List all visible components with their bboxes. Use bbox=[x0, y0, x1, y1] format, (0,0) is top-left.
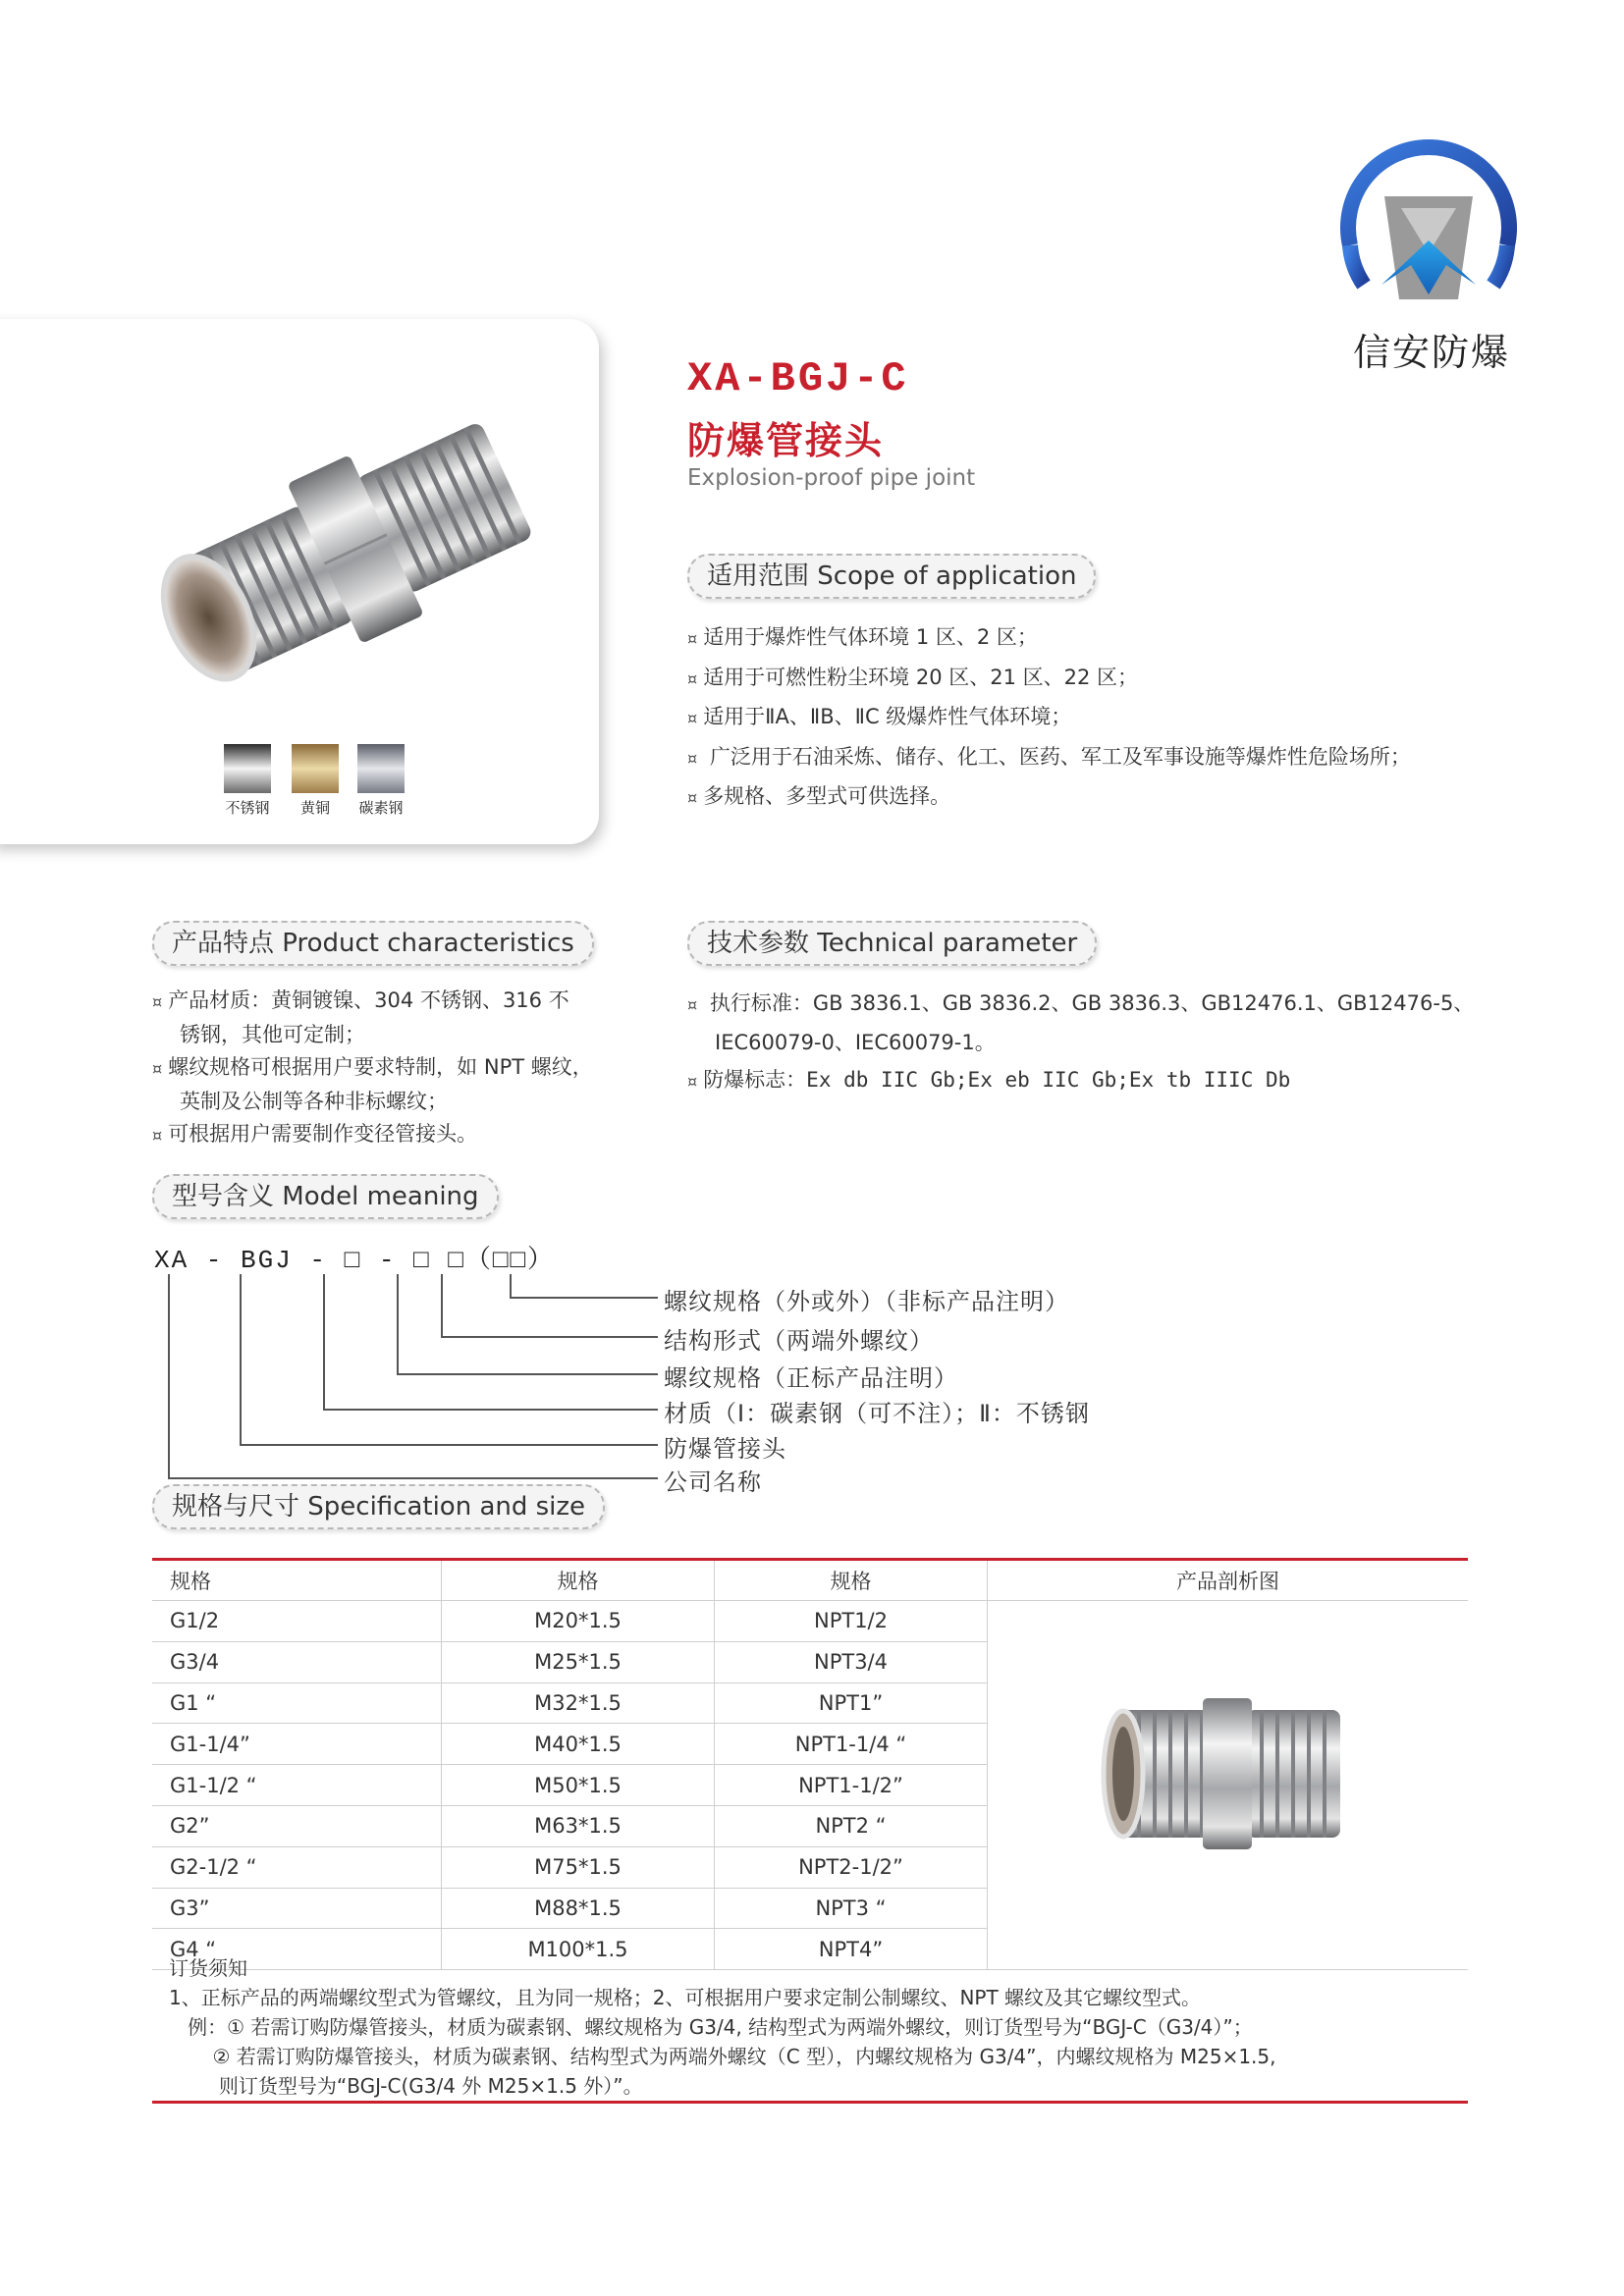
list-item: ¤ 防爆标志：Ex db IIC Gb;Ex eb IIC Gb;Ex tb IIIC Db bbox=[687, 1068, 1291, 1092]
list-item: ¤ 适用于ⅡA、ⅡB、ⅡC 级爆炸性气体环境； bbox=[687, 705, 1072, 728]
pipe-joint-section-image bbox=[1100, 1681, 1355, 1867]
swatch-carbon bbox=[357, 744, 405, 793]
table-cell: M88*1.5 bbox=[442, 1888, 715, 1929]
list-item-continuation: 英制及公制等各种非标螺纹； bbox=[180, 1089, 448, 1113]
list-item: ¤ 可根据用户需要制作变径管接头。 bbox=[152, 1122, 478, 1146]
table-bottom-rule bbox=[152, 2101, 1468, 2104]
table-cell: NPT3/4 bbox=[715, 1641, 988, 1682]
product-name-cn: 防爆管接头 bbox=[687, 419, 885, 462]
table-header-row bbox=[152, 1561, 1468, 1601]
table-cell: M20*1.5 bbox=[442, 1601, 715, 1642]
product-model: XA-BGJ-C bbox=[687, 355, 909, 402]
order-note-line: 1、正标产品的两端螺纹型式为管螺纹，且为同一规格；2、可根据用户要求定制公制螺纹、NPT 螺纹及其它螺纹型式。 bbox=[169, 1986, 1202, 2009]
model-label: 螺纹规格（正标产品注明） bbox=[664, 1364, 958, 1392]
product-name-en: Explosion-proof pipe joint bbox=[687, 465, 976, 491]
technical-header: 技术参数 Technical parameter bbox=[687, 921, 1097, 966]
table-cell: NPT1-1/2” bbox=[715, 1765, 988, 1806]
model-meaning-header: 型号含义 Model meaning bbox=[152, 1174, 499, 1219]
characteristics-header: 产品特点 Product characteristics bbox=[152, 921, 594, 966]
list-item: ¤ 多规格、多型式可供选择。 bbox=[687, 784, 951, 808]
table-cell: G1-1/4” bbox=[152, 1724, 442, 1765]
model-label: 公司名称 bbox=[664, 1468, 762, 1496]
list-item: ¤ 广泛用于石油采炼、储存、化工、医药、军工及军事设施等爆炸性危险场所； bbox=[687, 744, 1411, 769]
swatch-brass bbox=[292, 744, 339, 793]
swatch-stainless bbox=[224, 744, 271, 793]
swatch-label: 黄铜 bbox=[299, 799, 330, 817]
order-note-line: 例：① 若需订购防爆管接头，材质为碳素钢、螺纹规格为 G3/4, 结构型式为两端外螺纹，则订货型号为“BGJ-C（G3/4）”； bbox=[169, 2015, 1253, 2039]
table-cell: G2” bbox=[152, 1805, 442, 1846]
brand-name: 信安防爆 bbox=[1352, 331, 1510, 374]
model-label: 螺纹规格（外或外）（非标产品注明） bbox=[664, 1288, 1069, 1315]
table-cell: NPT1-1/4 “ bbox=[715, 1724, 988, 1765]
column-header: 规格 bbox=[152, 1561, 442, 1601]
table-cell: M75*1.5 bbox=[442, 1846, 715, 1888]
list-item: ¤ 适用于可燃性粉尘环境 20 区、21 区、22 区； bbox=[687, 665, 1139, 689]
table-cell: G1 “ bbox=[152, 1682, 442, 1724]
column-header: 产品剖析图 bbox=[988, 1561, 1469, 1601]
list-item: ¤ 螺纹规格可根据用户要求特制，如 NPT 螺纹， bbox=[152, 1055, 593, 1079]
model-code: XA - BGJ - □ - □ □（□□） bbox=[154, 1246, 556, 1275]
list-item: ¤ 产品材质：黄铜镀镍、304 不锈钢、316 不 bbox=[152, 988, 569, 1012]
order-note-line: 则订货型号为“BGJ-C(G3/4 外 M25×1.5 外）”。 bbox=[169, 2074, 643, 2098]
order-note-line: ② 若需订购防爆管接头，材质为碳素钢、结构型式为两端外螺纹（C 型），内螺纹规格为 G3/4”，内螺纹规格为 M25×1.5, bbox=[169, 2045, 1276, 2068]
scope-header: 适用范围 Scope of application bbox=[687, 554, 1096, 599]
swatch-label: 碳素钢 bbox=[358, 799, 404, 817]
model-label: 防爆管接头 bbox=[664, 1435, 786, 1463]
characteristics-list bbox=[152, 985, 593, 1152]
list-item-continuation: IEC60079-0、IEC60079-1。 bbox=[715, 1031, 996, 1054]
table-cell: M63*1.5 bbox=[442, 1805, 715, 1846]
model-label: 结构形式（两端外螺纹） bbox=[664, 1327, 934, 1355]
specs-header: 规格与尺寸 Specification and size bbox=[152, 1484, 605, 1529]
pipe-joint-image bbox=[147, 393, 560, 697]
order-notes bbox=[169, 1953, 1276, 2101]
swatch-label: 不锈钢 bbox=[225, 799, 270, 817]
scope-list bbox=[687, 618, 1411, 818]
table-cell: M100*1.5 bbox=[442, 1929, 715, 1970]
table-cell: M25*1.5 bbox=[442, 1641, 715, 1682]
table-cell: NPT4” bbox=[715, 1929, 988, 1970]
list-item: ¤ 适用于爆炸性气体环境 1 区、2 区； bbox=[687, 625, 1038, 649]
table-cell: NPT1/2 bbox=[715, 1601, 988, 1642]
table-cell: G3” bbox=[152, 1888, 442, 1929]
table-cell: M50*1.5 bbox=[442, 1765, 715, 1806]
column-header: 规格 bbox=[442, 1561, 715, 1601]
table-cell: G1/2 bbox=[152, 1601, 442, 1642]
list-item-continuation: 锈钢，其他可定制； bbox=[180, 1022, 365, 1046]
table-cell: NPT2 “ bbox=[715, 1805, 988, 1846]
column-header: 规格 bbox=[715, 1561, 988, 1601]
table-cell: G4 “ bbox=[152, 1929, 442, 1970]
table-cell: NPT2-1/2” bbox=[715, 1846, 988, 1888]
table-cell: M40*1.5 bbox=[442, 1724, 715, 1765]
list-item: ¤ 执行标准：GB 3836.1、GB 3836.2、GB 3836.3、GB12476.1、GB12476-5、 bbox=[687, 991, 1475, 1015]
table-row bbox=[152, 1601, 1468, 1642]
table-cell: G1-1/2 “ bbox=[152, 1765, 442, 1806]
table-cell: NPT1” bbox=[715, 1682, 988, 1724]
model-label: 材质（Ⅰ：碳素钢（可不注）；Ⅱ：不锈钢 bbox=[664, 1400, 1090, 1427]
order-notes-title: 订货须知 bbox=[169, 1956, 247, 1980]
technical-list bbox=[687, 985, 1474, 1100]
table-cell: M32*1.5 bbox=[442, 1682, 715, 1724]
table-cell: G2-1/2 “ bbox=[152, 1846, 442, 1888]
table-cell: NPT3 “ bbox=[715, 1888, 988, 1929]
table-cell: G3/4 bbox=[152, 1641, 442, 1682]
